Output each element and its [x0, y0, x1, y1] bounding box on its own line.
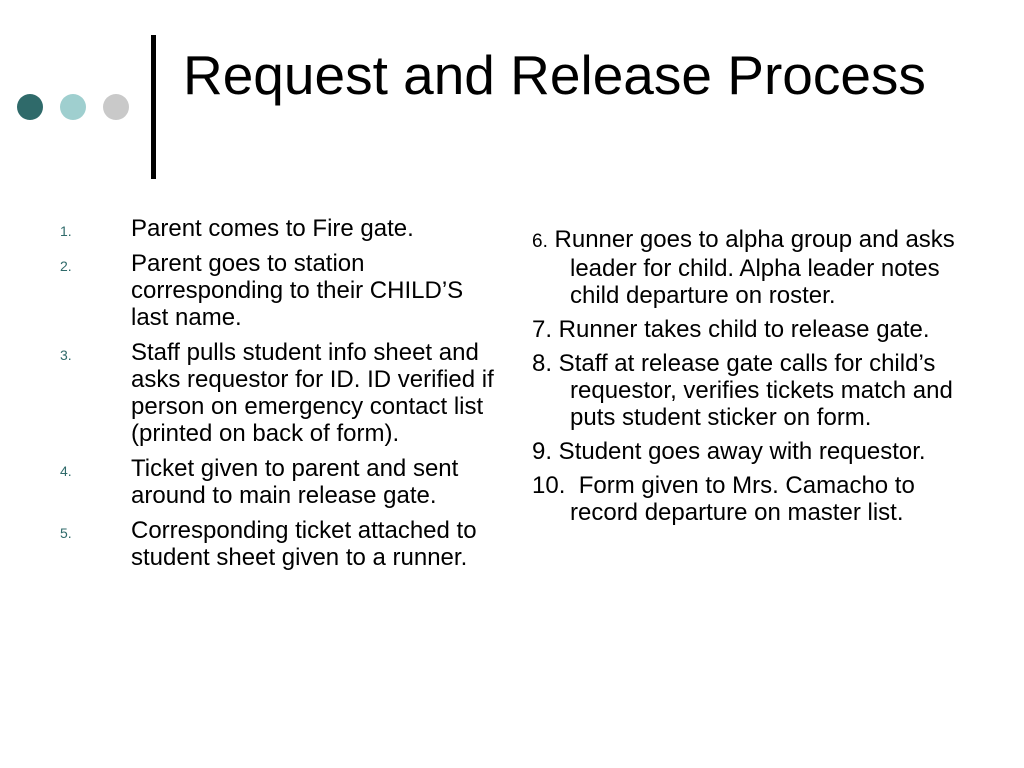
steps-list-left [60, 215, 500, 579]
list-number: 5. [60, 525, 72, 541]
list-item [60, 517, 500, 571]
list-number: 7. [532, 316, 553, 343]
list-text: Form given to Mrs. Camacho to record departure on master list. [565, 472, 922, 526]
list-text: Parent goes to station corresponding to their CHILD’S last name. [131, 250, 464, 331]
list-text: Runner takes child to release gate. [552, 316, 930, 343]
list-item [60, 250, 500, 331]
list-number: 8. [532, 350, 553, 377]
list-item [532, 316, 972, 343]
list-text: Staff at release gate calls for child’s requestor, verifies tickets match and puts student sticker on form. [552, 350, 953, 431]
list-item [532, 472, 972, 526]
list-text: Student goes away with requestor. [552, 438, 926, 465]
list-number: 3. [60, 347, 72, 363]
list-item [60, 215, 500, 242]
list-item [532, 438, 972, 465]
decorative-dot-gray [103, 94, 129, 120]
list-number: 9. [532, 438, 553, 465]
list-number: 2. [60, 258, 72, 274]
list-item [532, 226, 972, 309]
list-number: 10. [532, 472, 566, 499]
slide-title: Request and Release Process [183, 44, 926, 106]
steps-list-right [532, 226, 972, 533]
list-number: 1. [60, 223, 72, 239]
decorative-dot-dark [17, 94, 43, 120]
list-item [60, 455, 500, 509]
list-text: Ticket given to parent and sent around to main release gate. [131, 455, 459, 509]
list-number: 6. [532, 231, 548, 252]
list-text: Parent comes to Fire gate. [131, 215, 414, 242]
list-text: Corresponding ticket attached to student sheet given to a runner. [131, 517, 477, 571]
decorative-dot-light [60, 94, 86, 120]
title-divider-bar [151, 35, 156, 179]
list-number: 4. [60, 463, 72, 479]
list-item [532, 350, 972, 431]
list-text: Staff pulls student info sheet and asks requestor for ID. ID verified if person on emergency contact list (printed on back of form). [131, 339, 494, 447]
list-text: Runner goes to alpha group and asks leader for child. Alpha leader notes child departure on roster. [547, 226, 955, 309]
list-item [60, 339, 500, 447]
